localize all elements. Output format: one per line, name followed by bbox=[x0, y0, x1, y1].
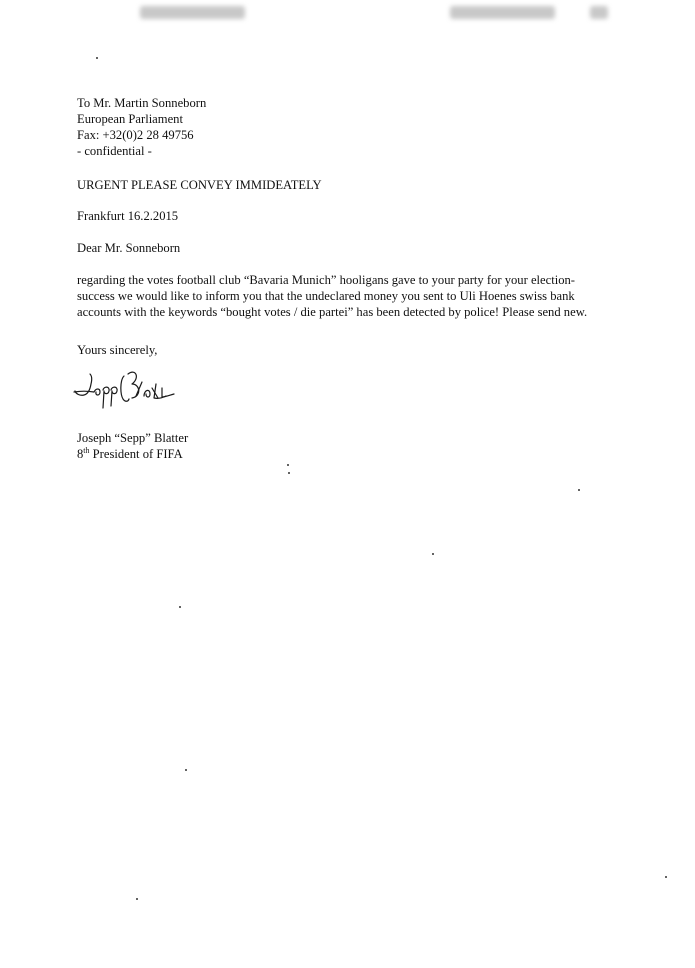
scan-speck bbox=[287, 464, 289, 466]
scan-speck bbox=[185, 769, 187, 771]
body-line: success we would like to inform you that the undeclared money you sent to Uli Hoenes swiss bank bbox=[77, 289, 575, 303]
sender-title bbox=[77, 446, 183, 462]
scan-speck bbox=[288, 472, 290, 474]
recipient-organization: European Parliament bbox=[77, 112, 183, 126]
redacted-page-block bbox=[590, 6, 608, 19]
body-line: accounts with the keywords “bought votes / die partei” has been detected by police! Please send new. bbox=[77, 305, 588, 319]
recipient-name: To Mr. Martin Sonneborn bbox=[77, 96, 207, 110]
redacted-sender-block bbox=[140, 6, 245, 19]
place-date: Frankfurt 16.2.2015 bbox=[77, 209, 179, 223]
scan-speck bbox=[179, 606, 181, 608]
scan-speck bbox=[432, 553, 434, 555]
scan-speck bbox=[136, 898, 138, 900]
scan-speck bbox=[96, 57, 98, 59]
sender-title-ordinal: 8 bbox=[77, 447, 84, 461]
closing: Yours sincerely, bbox=[77, 343, 158, 357]
confidential-marker: - confidential - bbox=[77, 144, 152, 158]
body-paragraph bbox=[77, 272, 637, 320]
handwritten-signature bbox=[70, 366, 190, 416]
body-line: regarding the votes football club “Bavaria Munich” hooligans gave to your party for your election- bbox=[77, 273, 575, 287]
redacted-number-block bbox=[450, 6, 555, 19]
sender-name: Joseph “Sepp” Blatter bbox=[77, 431, 189, 445]
sender-title-suffix: th bbox=[83, 445, 90, 455]
urgent-notice: URGENT PLEASE CONVEY IMMIDEATELY bbox=[77, 178, 322, 192]
sender-title-rest: President of FIFA bbox=[89, 447, 183, 461]
salutation: Dear Mr. Sonneborn bbox=[77, 241, 181, 255]
recipient-fax: Fax: +32(0)2 28 49756 bbox=[77, 128, 194, 142]
scan-speck bbox=[665, 876, 667, 878]
scan-speck bbox=[578, 489, 580, 491]
